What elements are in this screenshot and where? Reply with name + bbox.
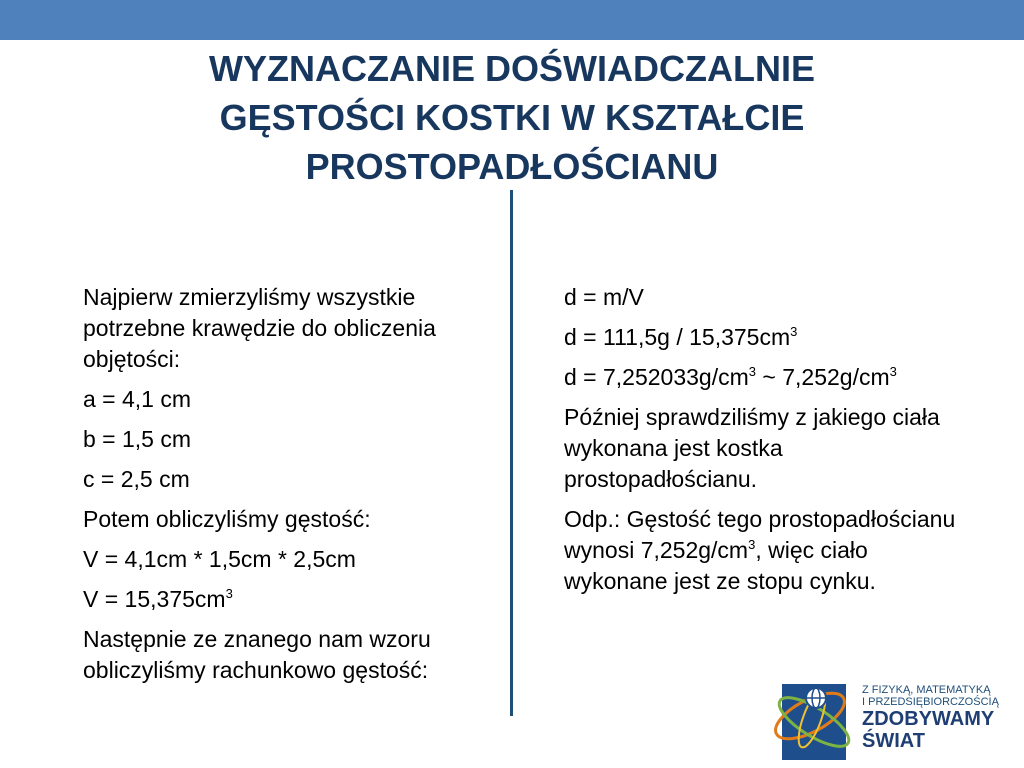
left-column: [83, 282, 493, 695]
project-logo: [770, 664, 1024, 768]
density-result-rounded: ~ 7,252g/cm: [756, 364, 890, 390]
density-substitution-text: d = 111,5g / 15,375cm: [564, 324, 791, 350]
intro-paragraph: Najpierw zmierzyliśmy wszystkie potrzebne krawędzie do obliczenia objętości:: [83, 284, 436, 372]
title-line-1: WYZNACZANIE DOŚWIADCZALNIE: [209, 48, 815, 89]
edge-b: b = 1,5 cm: [83, 426, 192, 452]
edge-c: c = 2,5 cm: [83, 466, 190, 492]
density-substitution-exponent: 3: [790, 324, 798, 339]
title-line-2: GĘSTOŚCI KOSTKI W KSZTAŁCIE: [219, 97, 805, 138]
edge-a: a = 4,1 cm: [83, 386, 192, 412]
volume-formula: V = 4,1cm * 1,5cm * 2,5cm: [83, 546, 356, 572]
answer-exponent: 3: [748, 537, 756, 552]
density-result: [564, 362, 974, 393]
density-result-exponent-2: 3: [889, 364, 897, 379]
material-check: Później sprawdziliśmy z jakiego ciała wykonana jest kostka prostopadłościanu.: [564, 404, 940, 492]
volume-exponent: 3: [225, 586, 233, 601]
answer: [564, 504, 974, 597]
density-result-exponent-1: 3: [748, 364, 757, 379]
formula-intro: Następnie ze znanego nam wzoru obliczyliśmy rachunkowo gęstość:: [83, 626, 431, 683]
top-banner: [0, 0, 1024, 40]
density-substitution: [564, 322, 974, 353]
column-divider: [510, 190, 513, 716]
right-column: [564, 282, 974, 606]
volume-result-text: V = 15,375cm: [83, 586, 226, 612]
density-intro: Potem obliczyliśmy gęstość:: [83, 506, 371, 532]
logo-line-1: Z FIZYKĄ, MATEMATYKĄ: [862, 684, 991, 696]
logo-line-2: I PRZEDSIĘBIORCZOŚCIĄ: [862, 696, 999, 708]
answer-text-b: , więc ciało wykonane jest ze stopu cynku.: [564, 537, 876, 594]
logo-text: [862, 684, 1022, 752]
slide-title: [100, 44, 924, 191]
logo-line-3: ZDOBYWAMY: [862, 708, 995, 730]
volume-result: [83, 584, 493, 615]
density-result-exact: d = 7,252033g/cm: [564, 364, 749, 390]
title-line-3: PROSTOPADŁOŚCIANU: [305, 146, 719, 187]
answer-text-a: Odp.: Gęstość tego prostopadłościanu wynosi 7,252g/cm: [564, 506, 956, 563]
density-formula: d = m/V: [564, 284, 644, 310]
logo-line-4: ŚWIAT: [862, 730, 925, 752]
